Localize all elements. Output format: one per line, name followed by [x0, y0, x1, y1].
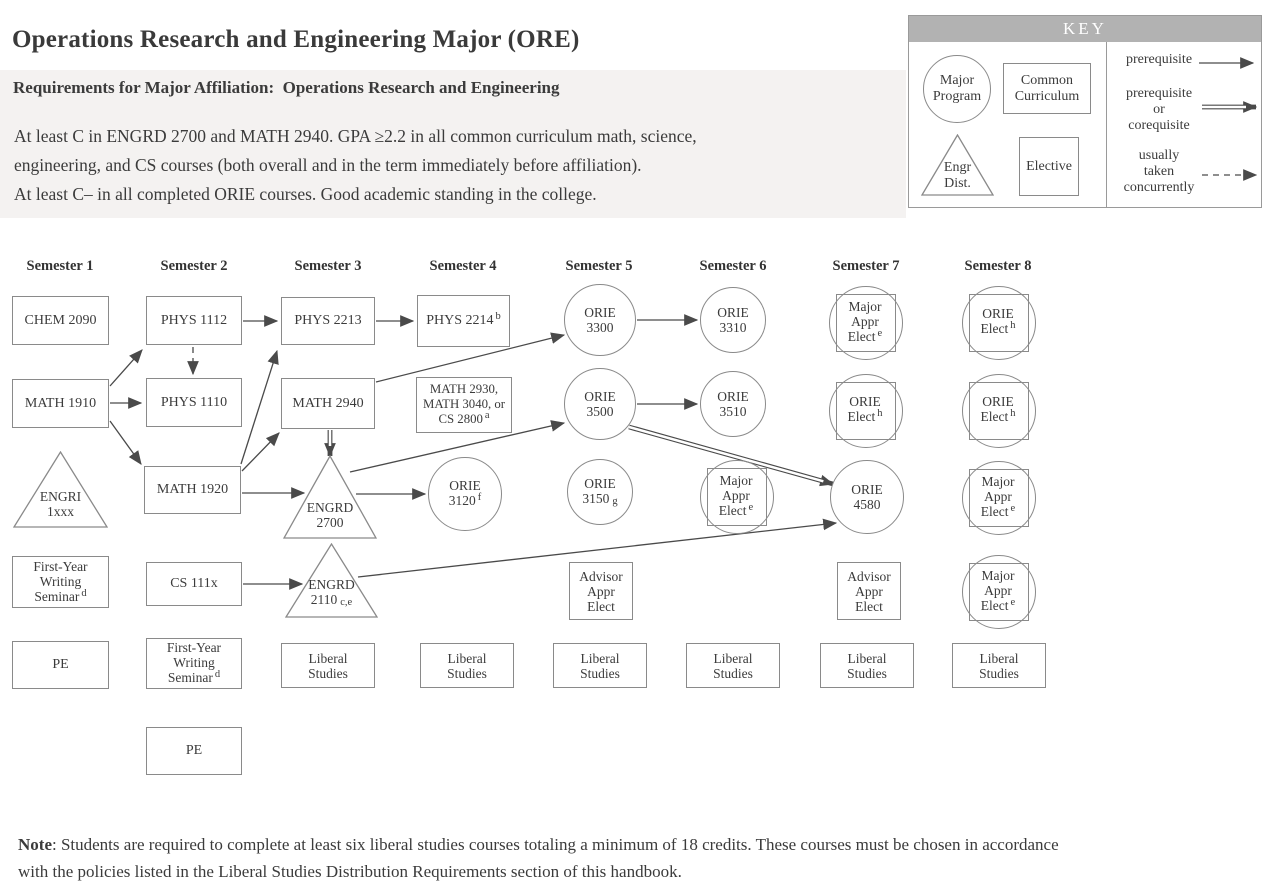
- node-label: ORIE Elect $^h$: [980, 306, 1016, 336]
- key-shape-label: Common Curriculum: [1014, 72, 1080, 104]
- requirements-line-3: At least C– in all completed ORIE courses. Good academic standing in the college.: [14, 184, 597, 204]
- semester-header-5: Semester 5: [565, 258, 633, 274]
- key-arrow-sample-solid: [1197, 54, 1259, 72]
- key-shape-circle: [923, 55, 991, 123]
- node-orieelect7: [829, 374, 901, 446]
- node-label: Liberal Studies: [979, 650, 1019, 681]
- node-label: ENGRD 2110 c,e: [308, 577, 355, 608]
- node-majelect8b: [962, 555, 1034, 627]
- node-ls3: [281, 643, 375, 688]
- requirements-text: [14, 122, 697, 209]
- note-text-line2: with the policies listed in the Liberal Studies Distribution Requirements section of this handbook.: [18, 862, 682, 881]
- node-orieelect8a: [962, 286, 1034, 358]
- key-shape-label: Elective: [1026, 158, 1072, 174]
- node-label: ENGRI 1xxx: [39, 489, 82, 519]
- note: [18, 831, 1168, 885]
- semester-header-1: Semester 1: [26, 258, 94, 274]
- node-label: ORIE 3150 g: [582, 476, 618, 507]
- node-label: ORIE Elect $^h$: [847, 394, 883, 424]
- node-fws2: [146, 638, 242, 689]
- key-arrow-sample-dashed: [1200, 166, 1262, 184]
- node-pe1: [12, 641, 109, 689]
- key-arrow-label-dashed: usually taken concurrently: [1123, 148, 1195, 195]
- node-orie3300: [564, 284, 636, 356]
- note-text-line1: : Students are required to complete at least six liberal studies courses totaling a minimum of 18 credits. These courses must be chosen in accordance: [51, 835, 1059, 854]
- edges: [110, 320, 836, 584]
- node-engrd2700: [283, 455, 377, 539]
- node-orie4580: [830, 460, 904, 534]
- node-math2940: [281, 378, 375, 429]
- node-label: Liberal Studies: [580, 650, 620, 681]
- node-advelect7: [837, 562, 901, 620]
- node-label: MATH 1920: [156, 482, 229, 497]
- node-label: ORIE 3120 $^f$: [448, 478, 482, 508]
- key-arrow-label-double: prerequisite or corequisite: [1125, 86, 1193, 133]
- node-label: Major Appr Elect $^e$: [718, 472, 754, 518]
- requirements-line-2: engineering, and CS courses (both overall and in the term immediately before affiliation).: [14, 155, 642, 175]
- semester-header-2: Semester 2: [160, 258, 228, 274]
- key-shape-rect: [1003, 63, 1091, 114]
- semester-header-7: Semester 7: [832, 258, 900, 274]
- node-phys2214: [417, 295, 510, 347]
- node-ls6: [686, 643, 780, 688]
- key-shape-label: Major Program: [932, 73, 982, 104]
- node-chem2090: [12, 296, 109, 345]
- node-label: First-Year Writing Seminar $^d$: [166, 640, 222, 685]
- node-math1920: [144, 466, 241, 514]
- node-label: PHYS 2213: [294, 313, 362, 328]
- node-label: PHYS 1110: [160, 394, 228, 410]
- node-phys2213: [281, 297, 375, 345]
- node-orie3310: [700, 287, 766, 353]
- node-orie3510: [700, 371, 766, 437]
- node-majelect8a: [962, 461, 1034, 533]
- key-arrow-sample-double: [1200, 98, 1262, 116]
- node-engri1xxx: [13, 451, 108, 528]
- node-majelect6: [700, 460, 772, 532]
- node-phys1110: [146, 378, 242, 427]
- node-advelect5: [569, 562, 633, 620]
- node-label: Major Appr Elect $^e$: [980, 473, 1016, 519]
- node-label: Liberal Studies: [308, 650, 348, 681]
- affiliation-heading: Requirements for Major Affiliation: Operations Research and Engineering: [13, 78, 560, 97]
- node-math1910: [12, 379, 109, 428]
- node-label: ORIE Elect $^h$: [980, 394, 1016, 424]
- node-label: ORIE 4580: [851, 482, 883, 512]
- node-phys1112: [146, 296, 242, 345]
- node-engrd2110: [285, 543, 378, 618]
- node-orie3120: [428, 457, 502, 531]
- node-orieelect8b: [962, 374, 1034, 446]
- node-label: Liberal Studies: [447, 650, 487, 681]
- node-cs111x: [146, 562, 242, 606]
- node-fws1: [12, 556, 109, 608]
- semester-header-4: Semester 4: [429, 258, 497, 274]
- node-label: Liberal Studies: [847, 650, 887, 681]
- node-orie3150: [567, 459, 633, 525]
- key-shape-label: Engr Dist.: [943, 160, 972, 191]
- node-ls7: [820, 643, 914, 688]
- node-ls5: [553, 643, 647, 688]
- node-label: ORIE 3500: [584, 389, 616, 419]
- node-label: Major Appr Elect $^e$: [980, 567, 1016, 613]
- requirements-line-1: At least C in ENGRD 2700 and MATH 2940. GPA ≥2.2 in all common curriculum math, science,: [14, 126, 697, 146]
- node-label: MATH 2940: [292, 395, 364, 411]
- key-title: KEY: [909, 16, 1261, 42]
- semester-header-6: Semester 6: [699, 258, 767, 274]
- key-divider: [1106, 42, 1107, 207]
- node-label: PHYS 2214 $^b$: [426, 310, 501, 328]
- node-majelect7: [829, 286, 901, 358]
- node-label: MATH 1910: [24, 395, 97, 411]
- node-label: ENGRD 2700: [306, 500, 354, 530]
- node-label: ORIE 3310: [717, 305, 749, 335]
- semester-header-8: Semester 8: [964, 258, 1032, 274]
- node-label: ORIE 3300: [584, 305, 616, 335]
- node-label: Liberal Studies: [713, 650, 753, 681]
- node-label: CS 111x: [170, 576, 218, 591]
- node-orie3500: [564, 368, 636, 440]
- key-shape-square: [1019, 137, 1079, 196]
- node-label: MATH 2930, MATH 3040, or CS 2800 $^a$: [422, 382, 506, 426]
- node-label: PHYS 1112: [160, 312, 228, 328]
- key-panel: [908, 15, 1262, 208]
- key-arrow-label-solid: prerequisite: [1125, 52, 1193, 67]
- node-label: Major Appr Elect $^e$: [847, 298, 883, 344]
- node-pe2: [146, 727, 242, 775]
- node-ls8: [952, 643, 1046, 688]
- node-label: CHEM 2090: [24, 312, 97, 328]
- node-ls4: [420, 643, 514, 688]
- node-label: ORIE 3510: [717, 389, 749, 419]
- node-label: Advisor Appr Elect: [579, 568, 623, 614]
- node-mathopts: [416, 377, 512, 433]
- node-label: Advisor Appr Elect: [847, 568, 891, 614]
- page-title: Operations Research and Engineering Major (ORE): [12, 26, 580, 53]
- semester-header-3: Semester 3: [294, 258, 362, 274]
- note-label: Note: [18, 835, 52, 854]
- key-body: [909, 42, 1261, 207]
- key-shape-triangle: [921, 134, 994, 196]
- node-label: PE: [52, 657, 69, 672]
- node-label: First-Year Writing Seminar $^d$: [33, 558, 88, 604]
- node-label: PE: [185, 743, 203, 758]
